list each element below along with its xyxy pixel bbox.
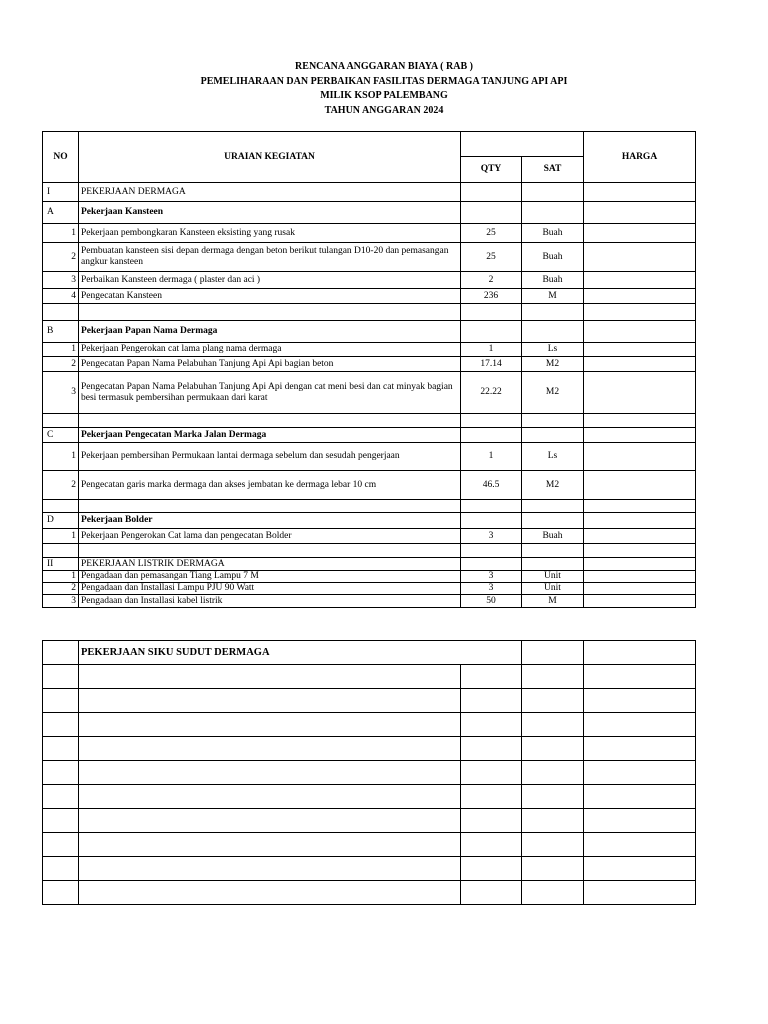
empty-cell	[522, 737, 584, 761]
row-harga	[584, 529, 696, 544]
row-harga	[584, 224, 696, 243]
section2-title-row	[43, 641, 696, 665]
empty-row	[43, 809, 696, 833]
empty-cell	[584, 737, 696, 761]
table-row	[43, 544, 696, 558]
empty-cell	[522, 761, 584, 785]
table-row	[43, 183, 696, 202]
siku-sudut-table-body	[43, 641, 696, 905]
row-sat: Unit	[522, 571, 584, 583]
row-harga	[584, 595, 696, 608]
empty-cell	[584, 833, 696, 857]
empty-cell	[461, 737, 522, 761]
header-harga: HARGA	[584, 132, 696, 183]
header-row-top	[43, 132, 696, 157]
empty-cell	[79, 833, 461, 857]
empty-cell	[461, 809, 522, 833]
empty-cell	[461, 665, 522, 689]
table-row	[43, 321, 696, 343]
empty-cell	[522, 665, 584, 689]
empty-cell	[584, 761, 696, 785]
row-qty: 2	[461, 272, 522, 289]
table-row	[43, 304, 696, 321]
table-row	[43, 243, 696, 272]
row-description: Pengadaan dan Installasi kabel listrik	[79, 595, 461, 608]
empty-cell	[79, 761, 461, 785]
empty-cell	[79, 689, 461, 713]
row-harga	[584, 183, 696, 202]
rab-table-body	[43, 132, 696, 608]
row-description: Pembuatan kansteen sisi depan dermaga dengan beton berikut tulangan D10-20 dan pemasangan angkur kansteen	[79, 243, 461, 272]
table-row	[43, 202, 696, 224]
table-row	[43, 529, 696, 544]
row-sat	[522, 321, 584, 343]
row-sat	[522, 202, 584, 224]
row-qty: 25	[461, 224, 522, 243]
empty-cell	[522, 881, 584, 905]
empty-cell	[461, 761, 522, 785]
empty-cell	[584, 857, 696, 881]
empty-row	[43, 881, 696, 905]
empty-cell	[79, 809, 461, 833]
empty-cell	[584, 665, 696, 689]
row-qty	[461, 544, 522, 558]
empty-cell	[79, 857, 461, 881]
table-row	[43, 224, 696, 243]
row-description: PEKERJAAN DERMAGA	[79, 183, 461, 202]
row-sat: M	[522, 289, 584, 304]
row-sat: M2	[522, 357, 584, 372]
row-no	[43, 414, 79, 428]
section2-no-cell	[43, 641, 79, 665]
title-line-1: RENCANA ANGGARAN BIAYA ( RAB )	[295, 61, 473, 72]
empty-row	[43, 665, 696, 689]
row-no: 1	[43, 443, 79, 471]
row-qty: 50	[461, 595, 522, 608]
row-description: Pekerjaan Bolder	[79, 513, 461, 529]
row-qty: 3	[461, 583, 522, 595]
row-qty	[461, 183, 522, 202]
row-no: I	[43, 183, 79, 202]
row-no: 3	[43, 372, 79, 414]
section2-title: PEKERJAAN SIKU SUDUT DERMAGA	[79, 641, 522, 665]
row-no: 3	[43, 595, 79, 608]
row-qty	[461, 414, 522, 428]
empty-cell	[79, 785, 461, 809]
table-row	[43, 443, 696, 471]
row-sat: Ls	[522, 443, 584, 471]
empty-row	[43, 713, 696, 737]
row-qty: 46.5	[461, 471, 522, 500]
row-qty	[461, 428, 522, 443]
empty-cell	[522, 713, 584, 737]
row-no: 1	[43, 224, 79, 243]
empty-cell	[43, 809, 79, 833]
row-qty	[461, 202, 522, 224]
row-description: Pengecatan Papan Nama Pelabuhan Tanjung Api Api bagian beton	[79, 357, 461, 372]
table-row	[43, 414, 696, 428]
row-no: 2	[43, 243, 79, 272]
row-harga	[584, 372, 696, 414]
row-sat	[522, 500, 584, 513]
row-qty: 236	[461, 289, 522, 304]
row-description: Pengecatan Papan Nama Pelabuhan Tanjung Api Api dengan cat meni besi dan cat minyak bagian besi termasuk pembersihan permukaan dari karat	[79, 372, 461, 414]
row-sat	[522, 558, 584, 571]
row-description	[79, 544, 461, 558]
document-title	[0, 60, 768, 118]
empty-cell	[79, 713, 461, 737]
row-description: Perbaikan Kansteen dermaga ( plaster dan aci )	[79, 272, 461, 289]
empty-cell	[584, 809, 696, 833]
table-row	[43, 471, 696, 500]
row-no: 2	[43, 357, 79, 372]
row-harga	[584, 558, 696, 571]
row-sat: Buah	[522, 243, 584, 272]
row-harga	[584, 243, 696, 272]
row-description: Pengecatan Kansteen	[79, 289, 461, 304]
row-description: PEKERJAAN LISTRIK DERMAGA	[79, 558, 461, 571]
table-row	[43, 595, 696, 608]
row-qty	[461, 500, 522, 513]
row-no	[43, 304, 79, 321]
row-harga	[584, 428, 696, 443]
row-no: B	[43, 321, 79, 343]
empty-cell	[43, 689, 79, 713]
row-description: Pengadaan dan pemasangan Tiang Lampu 7 M	[79, 571, 461, 583]
empty-cell	[43, 881, 79, 905]
row-qty: 3	[461, 529, 522, 544]
row-description	[79, 500, 461, 513]
empty-cell	[43, 737, 79, 761]
row-qty	[461, 321, 522, 343]
empty-cell	[584, 881, 696, 905]
row-harga	[584, 321, 696, 343]
row-no: D	[43, 513, 79, 529]
row-description: Pekerjaan pembongkaran Kansteen eksisting yang rusak	[79, 224, 461, 243]
row-no: 4	[43, 289, 79, 304]
row-no: A	[43, 202, 79, 224]
row-harga	[584, 571, 696, 583]
header-group-empty	[461, 132, 584, 157]
row-sat: Buah	[522, 224, 584, 243]
row-harga	[584, 272, 696, 289]
empty-cell	[461, 833, 522, 857]
empty-cell	[43, 665, 79, 689]
table-row	[43, 272, 696, 289]
header-qty: QTY	[461, 157, 522, 183]
row-sat: M	[522, 595, 584, 608]
title-line-2: PEMELIHARAAN DAN PERBAIKAN FASILITAS DERMAGA TANJUNG API API	[200, 75, 568, 87]
row-sat: Buah	[522, 272, 584, 289]
row-description: Pekerjaan pembersihan Permukaan lantai dermaga sebelum dan sesudah pengerjaan	[79, 443, 461, 471]
row-qty: 3	[461, 571, 522, 583]
empty-row	[43, 857, 696, 881]
section2-harga-cell	[584, 641, 696, 665]
row-no: 1	[43, 571, 79, 583]
row-description	[79, 414, 461, 428]
empty-cell	[79, 881, 461, 905]
empty-cell	[79, 665, 461, 689]
empty-row	[43, 761, 696, 785]
empty-row	[43, 689, 696, 713]
table-row	[43, 343, 696, 357]
table-row	[43, 372, 696, 414]
empty-row	[43, 833, 696, 857]
row-harga	[584, 544, 696, 558]
empty-cell	[522, 833, 584, 857]
empty-cell	[461, 713, 522, 737]
row-qty: 1	[461, 443, 522, 471]
table-row	[43, 500, 696, 513]
empty-cell	[43, 857, 79, 881]
row-harga	[584, 513, 696, 529]
empty-cell	[522, 809, 584, 833]
empty-cell	[522, 785, 584, 809]
row-qty: 22.22	[461, 372, 522, 414]
table-row	[43, 428, 696, 443]
row-description: Pekerjaan Pengerokan cat lama plang nama dermaga	[79, 343, 461, 357]
empty-cell	[461, 689, 522, 713]
row-sat	[522, 183, 584, 202]
row-sat	[522, 428, 584, 443]
row-harga	[584, 443, 696, 471]
row-harga	[584, 471, 696, 500]
empty-cell	[461, 881, 522, 905]
row-qty	[461, 558, 522, 571]
header-uraian: URAIAN KEGIATAN	[79, 132, 461, 183]
table-row	[43, 558, 696, 571]
row-sat: Unit	[522, 583, 584, 595]
row-description	[79, 304, 461, 321]
row-harga	[584, 414, 696, 428]
header-no: NO	[43, 132, 79, 183]
empty-cell	[584, 785, 696, 809]
empty-cell	[522, 857, 584, 881]
empty-row	[43, 737, 696, 761]
empty-cell	[43, 761, 79, 785]
row-harga	[584, 343, 696, 357]
row-no: 2	[43, 583, 79, 595]
empty-cell	[461, 857, 522, 881]
row-sat	[522, 544, 584, 558]
row-harga	[584, 304, 696, 321]
row-no	[43, 500, 79, 513]
row-harga	[584, 500, 696, 513]
row-description: Pengadaan dan Installasi Lampu PJU 90 Watt	[79, 583, 461, 595]
empty-cell	[584, 713, 696, 737]
empty-cell	[43, 785, 79, 809]
table-row	[43, 583, 696, 595]
row-qty	[461, 304, 522, 321]
row-sat: M2	[522, 372, 584, 414]
empty-cell	[584, 689, 696, 713]
table-row	[43, 513, 696, 529]
row-harga	[584, 583, 696, 595]
row-no	[43, 544, 79, 558]
empty-cell	[79, 737, 461, 761]
row-qty	[461, 513, 522, 529]
row-harga	[584, 202, 696, 224]
row-no: II	[43, 558, 79, 571]
row-qty: 25	[461, 243, 522, 272]
row-sat	[522, 513, 584, 529]
empty-cell	[461, 785, 522, 809]
title-line-3: MILIK KSOP PALEMBANG	[320, 90, 448, 101]
empty-cell	[522, 689, 584, 713]
row-qty: 17.14	[461, 357, 522, 372]
title-line-4: TAHUN ANGGARAN 2024	[324, 104, 444, 116]
row-no: C	[43, 428, 79, 443]
row-no: 3	[43, 272, 79, 289]
section2-sat-cell	[522, 641, 584, 665]
row-description: Pekerjaan Papan Nama Dermaga	[79, 321, 461, 343]
table-row	[43, 289, 696, 304]
row-sat: Buah	[522, 529, 584, 544]
empty-cell	[43, 713, 79, 737]
row-no: 2	[43, 471, 79, 500]
row-description: Pengecatan garis marka dermaga dan akses jembatan ke dermaga lebar 10 cm	[79, 471, 461, 500]
row-no: 1	[43, 529, 79, 544]
rab-table	[42, 131, 696, 608]
empty-row	[43, 785, 696, 809]
row-sat: Ls	[522, 343, 584, 357]
siku-sudut-table	[42, 640, 696, 905]
header-sat: SAT	[522, 157, 584, 183]
row-no: 1	[43, 343, 79, 357]
row-harga	[584, 357, 696, 372]
row-sat	[522, 414, 584, 428]
row-sat	[522, 304, 584, 321]
row-description: Pekerjaan Pengecatan Marka Jalan Dermaga	[79, 428, 461, 443]
row-sat: M2	[522, 471, 584, 500]
row-description: Pekerjaan Kansteen	[79, 202, 461, 224]
row-harga	[584, 289, 696, 304]
empty-cell	[43, 833, 79, 857]
row-qty: 1	[461, 343, 522, 357]
row-description: Pekerjaan Pengerokan Cat lama dan pengecatan Bolder	[79, 529, 461, 544]
table-row	[43, 357, 696, 372]
table-row	[43, 571, 696, 583]
